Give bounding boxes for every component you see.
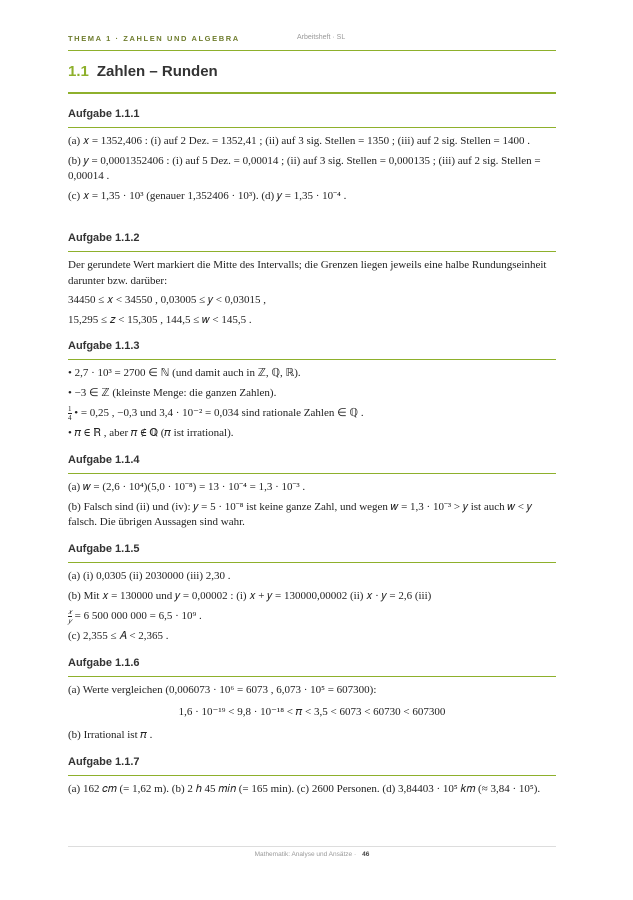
task-rule (68, 127, 556, 128)
task-line: (c) 𝑥 = 1,35 · 10³ (genauer 1,352406 · 10³). (d) 𝑦 = 1,35 · 10⁻⁴ . (68, 189, 347, 202)
task-line: (b) Mit 𝑥 = 130000 und 𝑦 = 0,00002 : (i) 𝑥 + 𝑦 = 130000,00002 (ii) 𝑥 · 𝑦 = 2,6 (iii) (68, 589, 432, 602)
task-line (68, 608, 556, 625)
fraction-numerator: 1 (68, 405, 72, 413)
task-line: (a) Werte vergleichen (0,006073 · 10⁶ = 6073 , 6,073 · 10⁵ = 607300): (68, 684, 377, 696)
task-line: 15,295 ≤ 𝑧 < 15,305 , 144,5 ≤ 𝑤 < 145,5 . (68, 313, 252, 326)
page-number: 46 (362, 851, 370, 858)
task-line: (a) 𝑥 = 1352,406 : (i) auf 2 Dez. = 1352,41 ; (ii) auf 3 sig. Stellen = 1350 ; (iii) auf 2 sig. Stellen = 1400 . (68, 135, 531, 147)
task-1-1-7 (68, 756, 556, 802)
section-title-text: Zahlen – Runden (96, 63, 218, 80)
fraction-denominator: 𝑦 (68, 617, 72, 625)
running-header (68, 34, 556, 48)
task-rule (68, 359, 556, 360)
title-rule (68, 92, 556, 94)
task-line: • 2,7 · 10³ = 2700 ∈ ℕ (und damit auch in ℤ, ℚ, ℝ). (68, 367, 301, 379)
task-line: • −3 ∈ ℤ (kleinste Menge: die ganzen Zahlen). (68, 386, 277, 399)
task-line: (a) (i) 0,0305 (ii) 2030000 (iii) 2,30 . (68, 570, 231, 582)
fraction-denominator: 4 (68, 414, 72, 422)
page-footer (68, 851, 556, 858)
header-subtitle: Arbeitsheft · SL (297, 34, 346, 41)
task-line: (b) Falsch sind (ii) und (iv): 𝑦 = 5 · 10⁻⁸ ist keine ganze Zahl, und wegen 𝑤 = 1,3 · 10⁻³ > 𝑦 ist auch 𝑤 < 𝑦 falsch. Die übrigen Aussagen sind wahr. (68, 500, 532, 528)
section-number: 1.1 (68, 63, 89, 80)
task-1-1-5 (68, 543, 556, 649)
task-heading: Aufgabe 1.1.6 (68, 657, 140, 669)
task-line-text: = 6 500 000 000 = 6,5 · 10⁹ . (74, 610, 202, 623)
task-1-1-6 (68, 657, 556, 748)
footer-rule (68, 846, 556, 847)
task-rule (68, 775, 556, 776)
task-rule (68, 473, 556, 474)
header-rule (68, 50, 556, 51)
task-1-1-3 (68, 340, 556, 446)
task-heading: Aufgabe 1.1.2 (68, 232, 140, 244)
task-line: (b) 𝑦 = 0,0001352406 : (i) auf 5 Dez. = 0,00014 ; (ii) auf 3 sig. Stellen = 0,000135 ; (iii) auf 2 sig. Stellen = 0,00014 . (68, 154, 541, 182)
task-heading: Aufgabe 1.1.4 (68, 454, 140, 466)
task-1-1-4 (68, 454, 556, 535)
task-line: Der gerundete Wert markiert die Mitte des Intervalls; die Grenzen liegen jeweils eine halbe Rundungseinheit darunter bzw. darüber: (68, 259, 547, 287)
task-1-1-1 (68, 108, 556, 208)
task-line: 34450 ≤ 𝑥 < 34550 , 0,03005 ≤ 𝑦 < 0,03015 , (68, 294, 266, 306)
task-line (68, 405, 556, 422)
task-heading: Aufgabe 1.1.3 (68, 340, 140, 352)
section-title (68, 63, 218, 80)
task-line-centered: 1,6 · 10⁻¹⁹ < 9,8 · 10⁻¹⁸ < 𝜋 < 3,5 < 6073 < 60730 < 607300 (178, 705, 446, 718)
task-heading: Aufgabe 1.1.5 (68, 543, 140, 555)
fraction-one-quarter (68, 405, 72, 422)
task-line-text: • = 0,25 , −0,3 und 3,4 · 10⁻² = 0,034 sind rationale Zahlen ∈ ℚ . (74, 407, 364, 420)
task-line: (c) 2,355 ≤ 𝐴 < 2,365 . (68, 630, 169, 642)
footer-text: Mathematik: Analyse und Ansätze · (254, 851, 357, 858)
task-line: • 𝜋 ∈ ℝ , aber 𝜋 ∉ ℚ (𝜋 ist irrational). (68, 427, 234, 439)
fraction-x-over-y (68, 608, 72, 625)
task-line: (b) Irrational ist 𝜋 . (68, 729, 153, 741)
task-line: (a) 𝑤 = (2,6 · 10⁴)(5,0 · 10⁻⁸) = 13 · 10⁻⁴ = 1,3 · 10⁻³ . (68, 481, 306, 493)
task-line: (a) 162 𝑐𝑚 (= 1,62 m). (b) 2 ℎ 45 𝑚𝑖𝑛 (= 165 min). (c) 2600 Personen. (d) 3,84403 · 10⁵ 𝑘𝑚 (≈ 3,84 · 10⁵). (68, 783, 541, 795)
task-heading: Aufgabe 1.1.1 (68, 108, 140, 120)
task-heading: Aufgabe 1.1.7 (68, 756, 140, 768)
task-rule (68, 562, 556, 563)
fraction-numerator: 𝑥 (68, 608, 72, 616)
header-theme: THEMA 1 · ZAHLEN UND ALGEBRA (68, 34, 240, 43)
task-1-1-2 (68, 232, 556, 332)
task-rule (68, 676, 556, 677)
task-rule (68, 251, 556, 252)
